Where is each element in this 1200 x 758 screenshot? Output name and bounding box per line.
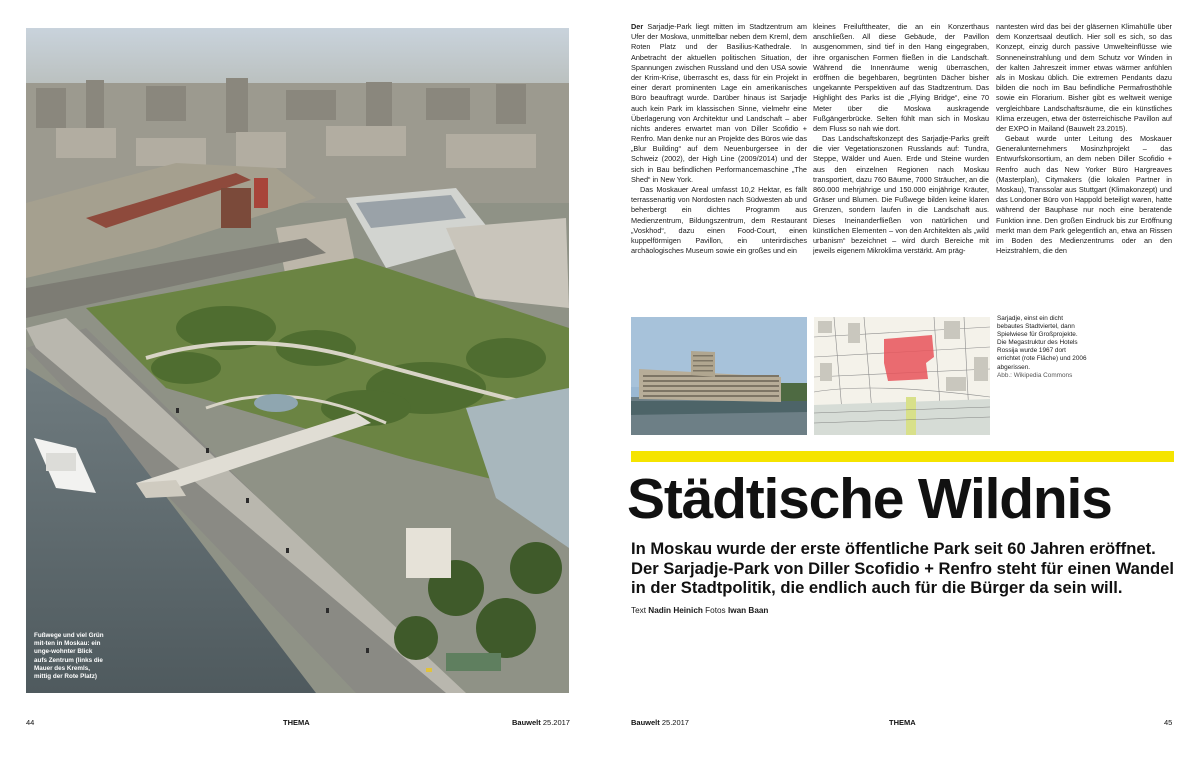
- historic-city-map: [814, 317, 990, 435]
- aerial-photo-illustration: [26, 28, 569, 693]
- column-3-paragraph-1: nantesten wird das bei der gläsernen Klimahülle über dem Konzertsaal deutlich. Hier soll es sich, so das Konzept, einzig durch passive Umwelteinflüsse wie Sonneneinstrahlung und dem Schutz vor Winden in der kalten Jahreszeit immer etwas wärmer anfühlen als in Moskau üblich. Die extremen Pendants dazu bilden die noch im Bau befindliche Permafrosthöhle sowie ein Florarium. Bisher gibt es weltweit wenige vergleichbare Landschaftsräume, die ein künstliches Klima erzeugen, etwa der österreichische Pavillon auf der EXPO in Mailand (Bauwelt 23.2015).: [996, 22, 1172, 133]
- hotel-rossija-photo: [631, 317, 807, 435]
- column-3-paragraph-2: Gebaut wurde unter Leitung des Moskauer Generalunternehmers Mosinzhprojekt – das Entwurfskonsortium, an dem neben Diller Scofidio + Renfro auch das New Yorker Büro Hargreaves (Masterplan), Citymakers (die lokalen Partner in Moskau), Transsolar aus Stuttgart (Klimakonzept) und das Londoner Büro von Happold beteiligt waren, hatte während der Bauphase nur noch eine beratende Funktion inne. Den großen Eindruck bis zur Eröffnung merkt man dem Park gelegentlich an, etwa an Rissen im Boden des Medienzentrums oder an den Heizstrahlern, die den: [996, 134, 1172, 256]
- folio-section-left: THEMA: [283, 718, 310, 727]
- column-2-paragraph-1: kleines Freilufttheater, die an ein Konzerthaus anschließen. All diese Gebäude, der Pavillon ausgenommen, sind tief in den Hang eingegraben, ihre organischen Formen fließen in die Landschaft. Während die Innenräume wenig überraschen, eröffnen die begehbaren, begrünten Dächer bisher ungekannte Perspektiven auf das Stadtzentrum. Das Highlight des Parks ist die „Flying Bridge“, eine 70 Meter über die Moskwa auskragende Fußgängerbrücke. Selten fühlt man sich in Moskau dem Fluss so nah wie dort.: [813, 22, 989, 133]
- author-name: Nadin Heinich: [648, 606, 703, 615]
- folio-issue-right: Bauwelt 25.2017: [631, 718, 689, 727]
- aerial-photo-zaryadye-park: [26, 28, 569, 693]
- column-2-paragraph-2: Das Landschaftskonzept des Sarjadje-Parks greift die vier Vegetationszonen Russlands auf: Tundra, Steppe, Wälder und Auen. Erde und Steine wurden aus den einzelnen Regionen nach Moskau transportiert, dazu 760 Bäume, 7000 Sträucher, an die 860.000 mehrjährige und 150.000 einjährige Kräuter, Gräser und Blumen. Die Fußwege bilden keine klaren Grenzen, sondern laufen in die Landschaft aus. Dieses Ineinanderfließen von natürlichen und künstlichen Elementen – von den Architekten als „wild urbanism“ bezeichnet – wird durch Bereiche mit jeweils eigenem Mikroklima verstärkt. Am präg-: [813, 134, 989, 256]
- photographer-name: Iwan Baan: [727, 606, 769, 615]
- folio-section-right: THEMA: [889, 718, 916, 727]
- historic-map-illustration: [814, 317, 990, 435]
- image-caption-right: [997, 315, 1087, 380]
- image-caption-text: Sarjadje, einst ein dicht bebautes Stadtviertel, dann Spielwiese für Großprojekte. Die Megastruktur des Hotels Rossija wurde 1967 dort errichtet (rote Fläche) und 2006 abgerissen.: [997, 315, 1087, 371]
- page-number-left: 44: [26, 718, 35, 727]
- article-column-3: [996, 22, 1172, 295]
- page-number-right: 45: [1164, 718, 1173, 727]
- photo-label: Fotos: [705, 606, 726, 615]
- article-column-2: [813, 22, 989, 295]
- hotel-rossija-illustration: [631, 317, 807, 435]
- lead-word: Der: [631, 22, 644, 31]
- article-headline: Städtische Wildnis: [627, 467, 1112, 531]
- accent-bar: [631, 451, 1174, 462]
- text-label: Text: [631, 606, 647, 615]
- folio-issue-left: Bauwelt 25.2017: [512, 718, 570, 727]
- image-credit: Abb.: Wikipedia Commons: [997, 371, 1073, 379]
- column-1-paragraph-2: Das Moskauer Areal umfasst 10,2 Hektar, es fällt terrassenartig von Nordosten nach Südwesten ab und beherbergt ein dichtes Programm aus Medienzentrum, Bildungszentrum, dem Restaurant „Voskhod“, dazu einen Food-Court, einen kuppelförmigen Pavillon, ein unterirdisches archäologisches Museum sowie ein großes und ein: [631, 185, 807, 256]
- article-credits: [631, 606, 768, 615]
- photo-caption-left: Fußwege und viel Grün mit-ten in Moskau: ein unge-wohnter Blick aufs Zentrum (links die Mauer des Kremls, mittig der Rote Platz): [34, 632, 104, 681]
- article-deck: In Moskau wurde der erste öffentliche Park seit 60 Jahren eröffnet. Der Sarjadje-Park von Diller Scofidio + Renfro steht für einen Wandel in der Stadtpolitik, die endlich auch für die Bürger da sein will.: [631, 539, 1174, 598]
- article-column-1: [631, 22, 807, 295]
- column-1-paragraph-1: Sarjadje-Park liegt mitten im Stadtzentrum am Ufer der Moskwa, unmittelbar neben dem Kreml, dem Roten Platz und der Basilius-Kathedrale. In Anbetracht der aktuellen politischen Situation, der Spannungen zwischen Russland und den USA sowie der Krim-Krise, überrascht es, dass für ein Projekt in einer derart prominenten Lage ein amerikanisches Büro beauftragt wurde. Darüber hinaus ist Sarjadje auch kein Park im klassischen Sinne, vielmehr eine Überlagerung von Architektur und Landschaft – aber nichts anderes erwartet man von Diller Scofidio + Renfro. Man denke nur an Projekte des Büros wie das „Blur Building“ auf dem Neuenburgersee in der Schweiz (2002), der High Line (2009/2014) und der sich in Bau befindlichen Performancemaschine „The Shed“ in New York.: [631, 22, 807, 184]
